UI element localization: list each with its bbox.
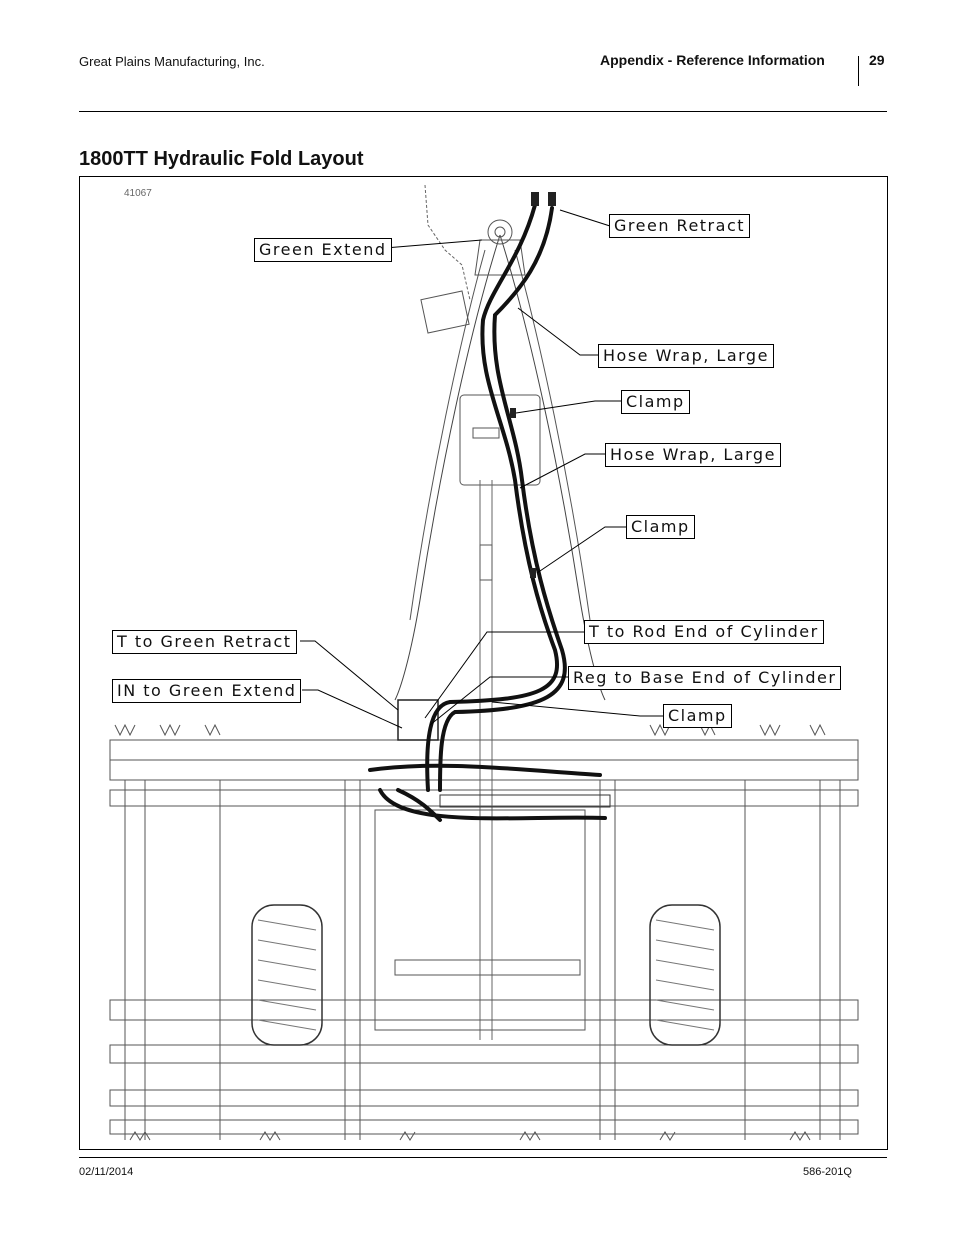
callout-clamp-2: Clamp [626,515,695,539]
callout-hose-wrap-large-1: Hose Wrap, Large [598,344,774,368]
callout-t-to-rod-end: T to Rod End of Cylinder [584,620,824,644]
page-number: 29 [869,52,885,68]
footer-doc-number: 586-201Q [803,1166,852,1178]
callout-hose-wrap-large-2: Hose Wrap, Large [605,443,781,467]
header-section: Appendix - Reference Information [600,52,825,68]
footer-date: 02/11/2014 [79,1166,134,1178]
callout-clamp-1: Clamp [621,390,690,414]
header-company: Great Plains Manufacturing, Inc. [79,54,265,69]
callout-in-to-green-extend: IN to Green Extend [112,679,301,703]
page-title: 1800TT Hydraulic Fold Layout [79,148,364,170]
callout-t-to-green-retract: T to Green Retract [112,630,297,654]
callout-reg-to-base-end: Reg to Base End of Cylinder [568,666,841,690]
footer-rule [79,1157,887,1158]
callout-clamp-3: Clamp [663,704,732,728]
callout-green-retract: Green Retract [609,214,750,238]
figure-number: 41067 [124,188,152,199]
callout-green-extend: Green Extend [254,238,392,262]
